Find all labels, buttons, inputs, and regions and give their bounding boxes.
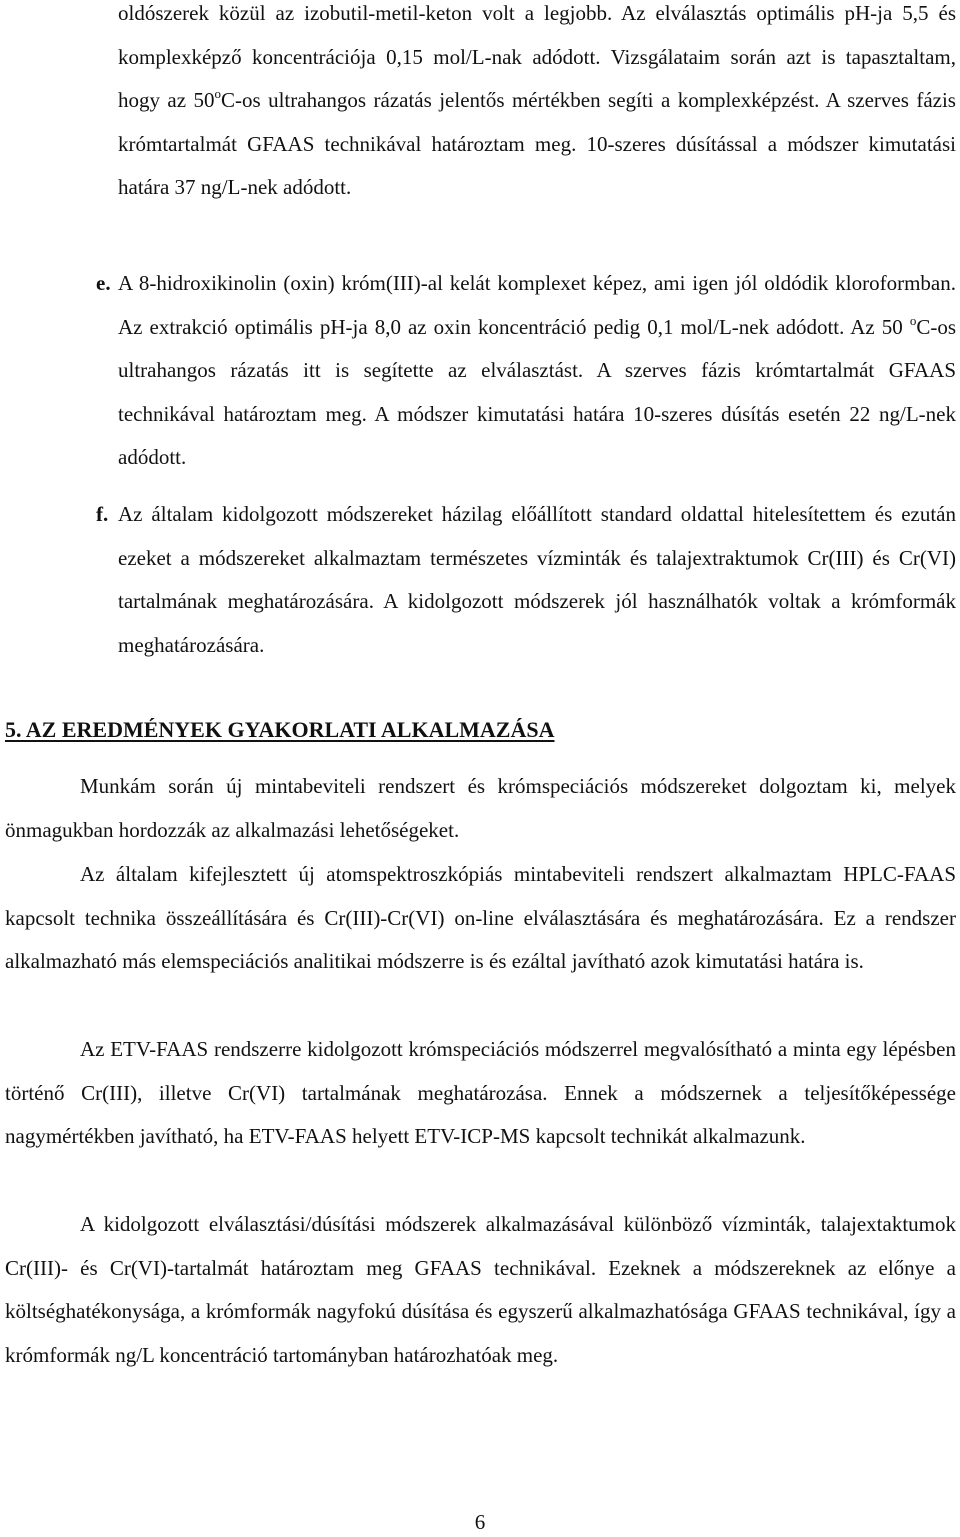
section-paragraph-1: Munkám során új mintabeviteli rendszert és krómspeciációs módszereket dolgoztam ki, melyek önmagukban hordozzák az alkalmazási lehetőségeket. [5, 774, 956, 842]
item-f-text: Az általam kidolgozott módszereket házilag előállított standard oldattal hitelesítettem és ezután ezeket a módszereket alkalmaztam természetes vízminták és talajextraktumok Cr(III) és Cr(VI) tartalmának meghatározására. A kidolgozott módszerek jól használhatók voltak a krómformák meghatározására. [118, 502, 956, 657]
item-e-text: A 8-hidroxikinolin (oxin) króm(III)-al kelát komplexet képez, ami igen jól oldódik kloroformban. Az extrakció optimális pH-ja 8,0 az oxin koncentráció pedig 0,1 mol/L-nek adódott. Az 50 $^o$C-os ultrahangos rázatás itt is segítette az elválasztást. A szerves fázis krómtartalmát GFAAS technikával határoztam meg. A módszer kimutatási határa 10-szeres dúsítás esetén 22 ng/L-nek adódott. [118, 271, 956, 470]
section-paragraph-3: Az ETV-FAAS rendszerre kidolgozott krómspeciációs módszerrel megvalósítható a minta egy lépésben történő Cr(III), illetve Cr(VI) tartalmának meghatározása. Ennek a módszernek a teljesítőképessége nagymértékben javítható, ha ETV-FAAS helyett ETV-ICP-MS kapcsolt technikát alkalmazunk. [5, 1037, 956, 1149]
section-paragraph-4: A kidolgozott elválasztási/dúsítási módszerek alkalmazásával különböző vízminták, talajextaktumok Cr(III)- és Cr(VI)-tartalmát határoztam meg GFAAS technikával. Ezeknek a módszereknek az előnye a költséghatékonysága, a krómformák nagyfokú dúsítása és egyszerű alkalmazhatósága GFAAS technikával, így a krómformák ng/L koncentráció tartományban határozhatóak meg. [5, 1212, 956, 1367]
degree-superscript: o [909, 312, 917, 328]
section-heading: 5. AZ EREDMÉNYEK GYAKORLATI ALKALMAZÁSA [5, 717, 555, 742]
page-number: 6 [474, 1510, 486, 1534]
item-e-marker: e. [96, 271, 111, 295]
section-paragraph-2: Az általam kifejlesztett új atomspektroszkópiás mintabeviteli rendszert alkalmaztam HPLC-FAAS kapcsolt technika összeállítására és Cr(III)-Cr(VI) on-line elválasztására és meghatározására. Ez a rendszer alkalmazható más elemspeciációs analitikai módszerre is és ezáltal javítható azok kimutatási határa is. [5, 862, 956, 974]
degree-superscript: o [214, 86, 221, 102]
item-d-continued: oldószerek közül az izobutil-metil-keton volt a legjobb. Az elválasztás optimális pH-ja 5,5 és komplexképző koncentrációja 0,15 mol/L-nak adódott. Vizsgálataim során azt is tapasztaltam, hogy az 50$^o$C-os ultrahangos rázatás jelentős mértékben segíti a komplexképzést. A szerves fázis krómtartalmát GFAAS technikával határoztam meg. 10-szeres dúsítással a módszer kimutatási határa 37 ng/L-nek adódott. [118, 1, 956, 200]
item-f-marker: f. [96, 502, 109, 526]
